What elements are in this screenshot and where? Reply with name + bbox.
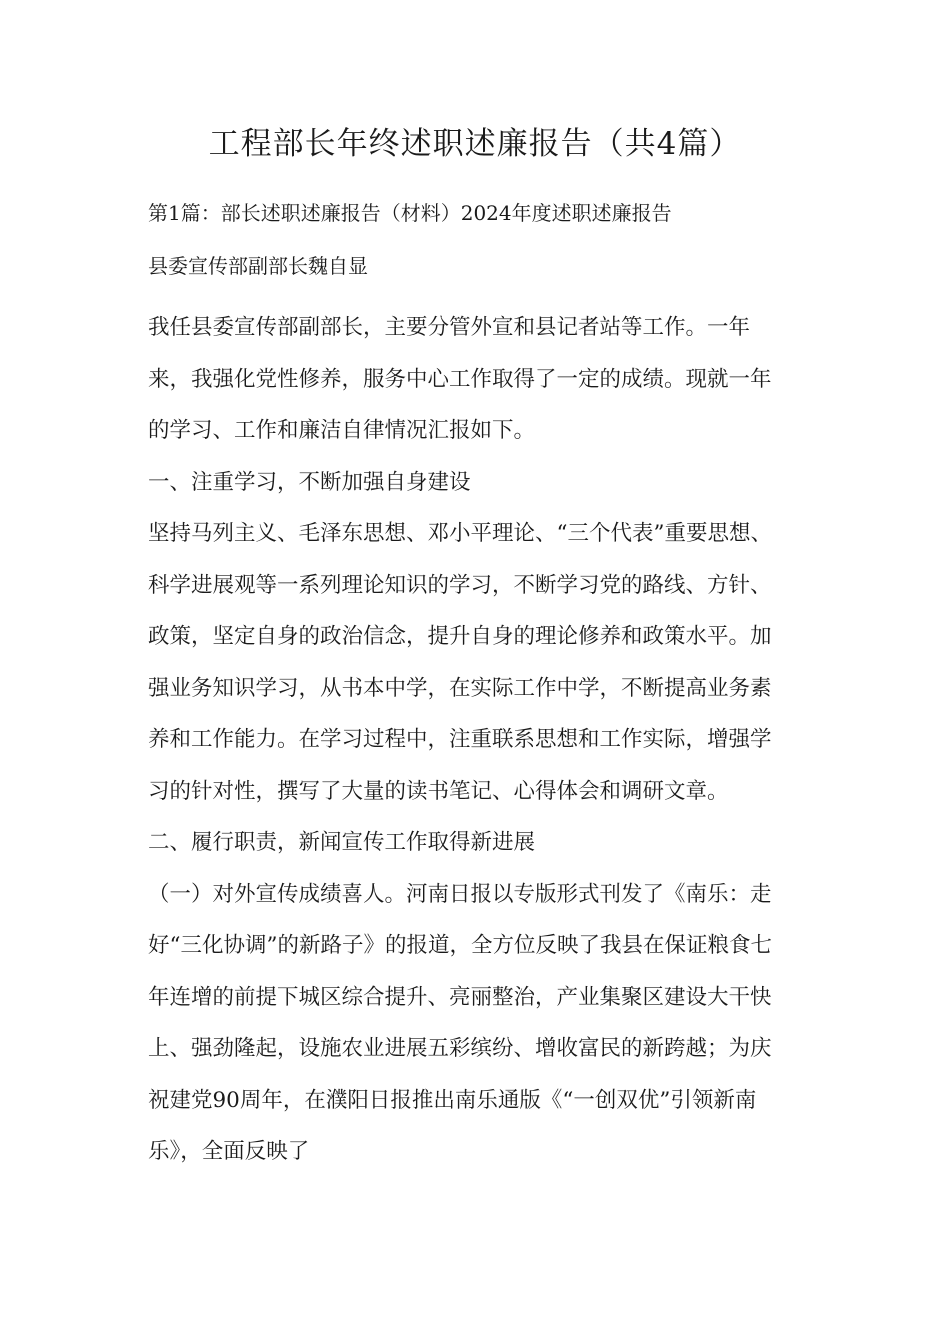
author-line: 县委宣传部副部长魏自显	[148, 254, 368, 278]
text-line: 来，我强化党性修养，服务中心工作取得了一定的成绩。现就一年	[148, 366, 772, 392]
text-line: 乐》，全面反映了	[148, 1139, 310, 1164]
body-text	[148, 302, 803, 1178]
text-line: 我任县委宣传部副部长，主要分管外宣和县记者站等工作。一年	[148, 315, 751, 340]
text-line: 强业务知识学习，从书本中学，在实际工作中学，不断提高业务素	[148, 675, 772, 701]
section-heading: 一、注重学习，不断加强自身建设	[148, 469, 471, 495]
text-line: 的学习、工作和廉洁自律情况汇报如下。	[148, 418, 536, 443]
text-line: 上、强劲隆起，设施农业进展五彩缤纷、增收富民的新跨越；为庆	[148, 1036, 772, 1061]
text-line: （一）对外宣传成绩喜人。河南日报以专版形式刊发了《南乐：走	[148, 881, 772, 907]
text-line: 政策，坚定自身的政治信念，提升自身的理论修养和政策水平。加	[148, 624, 772, 649]
text-line: 坚持马列主义、毛泽东思想、邓小平理论、“三个代表”重要思想、	[148, 521, 772, 546]
text-line: 科学进展观等一系列理论知识的学习，不断学习党的路线、方针、	[148, 572, 772, 598]
chapter-heading: 第1篇：部长述职述廉报告（材料）2024年度述职述廉报告	[148, 201, 672, 225]
text-line: 好“三化协调”的新路子》的报道，全方位反映了我县在保证粮食七	[148, 933, 772, 958]
text-line: 习的针对性，撰写了大量的读书笔记、心得体会和调研文章。	[148, 778, 729, 804]
section-heading: 二、履行职责，新闻宣传工作取得新进展	[148, 830, 536, 855]
text-line: 年连增的前提下城区综合提升、亮丽整治，产业集聚区建设大干快	[148, 984, 772, 1010]
document-title: 工程部长年终述职述廉报告（共4篇）	[208, 126, 742, 162]
text-line: 祝建党90周年，在濮阳日报推出南乐通版《“一创双优”引领新南	[148, 1087, 757, 1113]
text-line: 养和工作能力。在学习过程中，注重联系思想和工作实际，增强学	[148, 727, 772, 752]
